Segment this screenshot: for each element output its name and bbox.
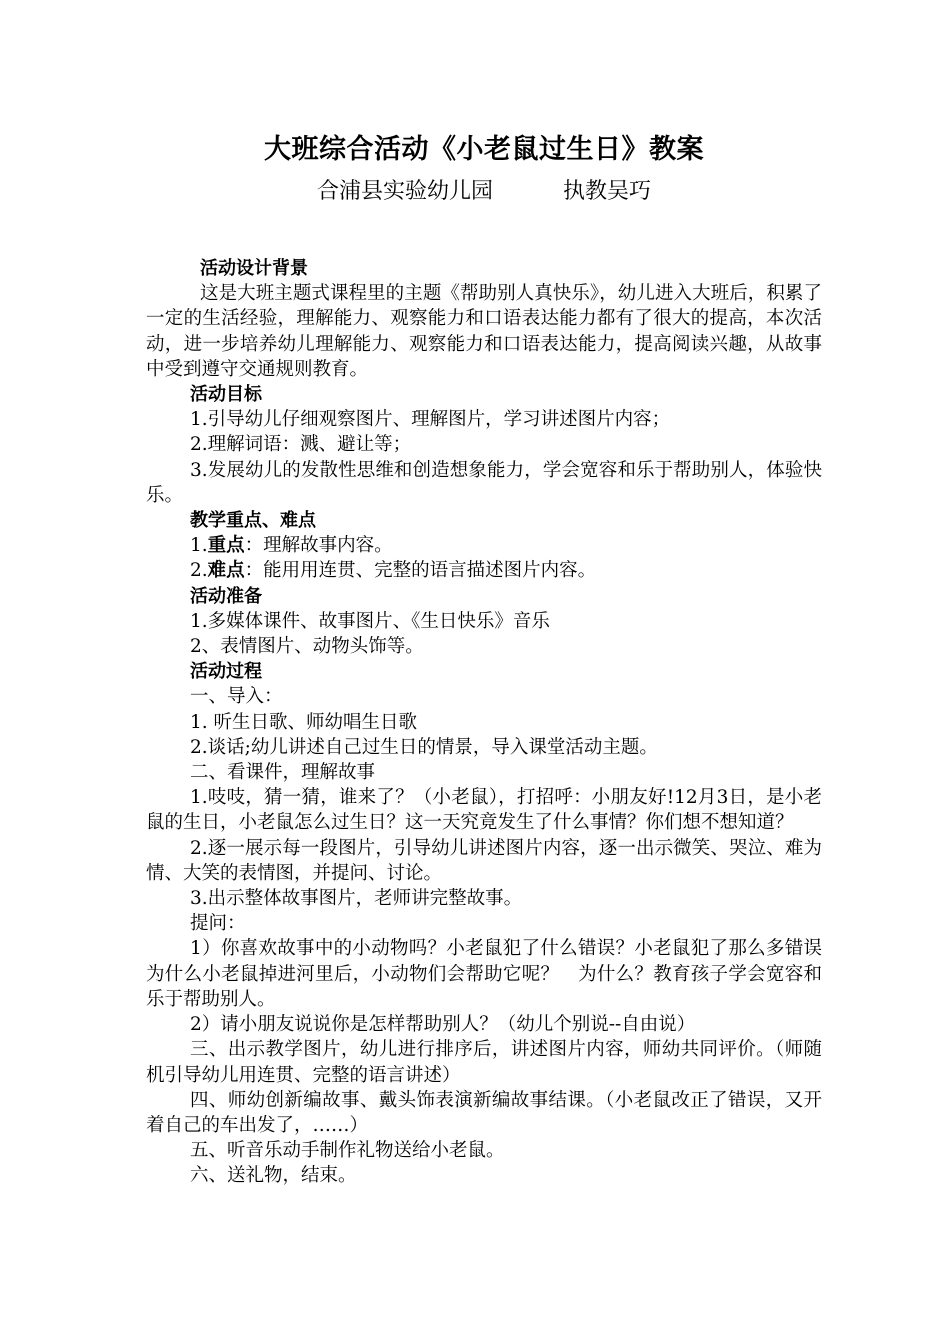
section-heading-process: 活动过程 — [190, 661, 262, 683]
focus-key-text: ：理解故事内容。 — [244, 535, 393, 557]
process-line: 2.谈话;幼儿讲述自己过生日的情景，导入课堂活动主题。 — [190, 736, 658, 758]
section-heading-background: 活动设计背景 — [200, 258, 308, 279]
process-line: 四、师幼创新编故事、戴头饰表演新编故事结课。（小老鼠改正了错误，又开着自己的车出发了，……） — [146, 1089, 822, 1136]
process-line: 五、听音乐动手制作礼物送给小老鼠。 — [190, 1140, 505, 1162]
focus-difficult-prefix: 2. — [190, 560, 208, 582]
focus-key-label: 重点 — [207, 535, 245, 557]
document-body — [146, 256, 822, 1189]
process-line: 一、导入： — [190, 686, 283, 708]
process-line: 3.出示整体故事图片，老师讲完整故事。 — [190, 888, 523, 910]
focus-difficult-label: 难点 — [207, 560, 245, 582]
process-line: 三、出示教学图片，幼儿进行排序后，讲述图片内容，师幼共同评价。（师随机引导幼儿用连贯、完整的语言讲述） — [146, 1039, 822, 1086]
process-line: 1）你喜欢故事中的小动物吗？小老鼠犯了什么错误？小老鼠犯了那么多错误为什么小老鼠掉进河里后，小动物们会帮助它呢？ 为什么？教育孩子学会宽容和乐于帮助别人。 — [146, 938, 822, 1010]
document-subtitle — [146, 174, 822, 210]
prep-item: 2、表情图片、动物头饰等。 — [190, 636, 424, 658]
process-line: 1.吱吱，猜一猜，谁来了？（小老鼠），打招呼：小朋友好!12月3日，是小老鼠的生日，小老鼠怎么过生日？这一天究竟发生了什么事情？你们想不想知道？ — [146, 787, 822, 834]
background-paragraph: 这是大班主题式课程里的主题《帮助别人真快乐》，幼儿进入大班后，积累了一定的生活经验，理解能力、观察能力和口语表达能力都有了很大的提高，本次活动，进一步培养幼儿理解能力、观察能力和口语表达能力，提高阅读兴趣，从故事中受到遵守交通规则教育。 — [146, 283, 822, 380]
section-heading-prep: 活动准备 — [190, 585, 262, 607]
teacher-name: 执教吴巧 — [563, 179, 652, 204]
process-line: 二、看课件，理解故事 — [190, 762, 376, 784]
process-line: 2.逐一展示每一段图片，引导幼儿讲述图片内容，逐一出示微笑、哭泣、难为情、大笑的表情图，并提问、讨论。 — [146, 837, 822, 884]
section-heading-goals: 活动目标 — [190, 384, 262, 406]
process-line: 六、送礼物，结束。 — [190, 1165, 357, 1187]
school-name: 合浦县实验幼儿园 — [316, 179, 493, 204]
focus-difficult-text: ：能用用连贯、完整的语言描述图片内容。 — [244, 560, 597, 582]
focus-difficult-point — [146, 558, 822, 583]
focus-key-prefix: 1. — [190, 535, 208, 557]
document-page — [146, 120, 822, 1189]
process-line: 2）请小朋友说说你是怎样帮助别人？（幼儿个别说--自由说） — [190, 1014, 696, 1036]
goal-item: 3.发展幼儿的发散性思维和创造想象能力，学会宽容和乐于帮助别人，体验快乐。 — [146, 459, 822, 506]
process-line: 提问： — [190, 913, 246, 935]
process-line: 1. 听生日歌、师幼唱生日歌 — [190, 711, 418, 733]
section-heading-focus: 教学重点、难点 — [190, 510, 316, 532]
focus-key-point — [146, 533, 822, 558]
goal-item: 2.理解词语：溅、避让等； — [190, 434, 412, 456]
goal-item: 1.引导幼儿仔细观察图片、理解图片，学习讲述图片内容； — [190, 409, 671, 431]
document-title: 大班综合活动《小老鼠过生日》教案 — [264, 134, 704, 165]
prep-item: 1.多媒体课件、故事图片、《生日快乐》音乐 — [190, 610, 550, 632]
